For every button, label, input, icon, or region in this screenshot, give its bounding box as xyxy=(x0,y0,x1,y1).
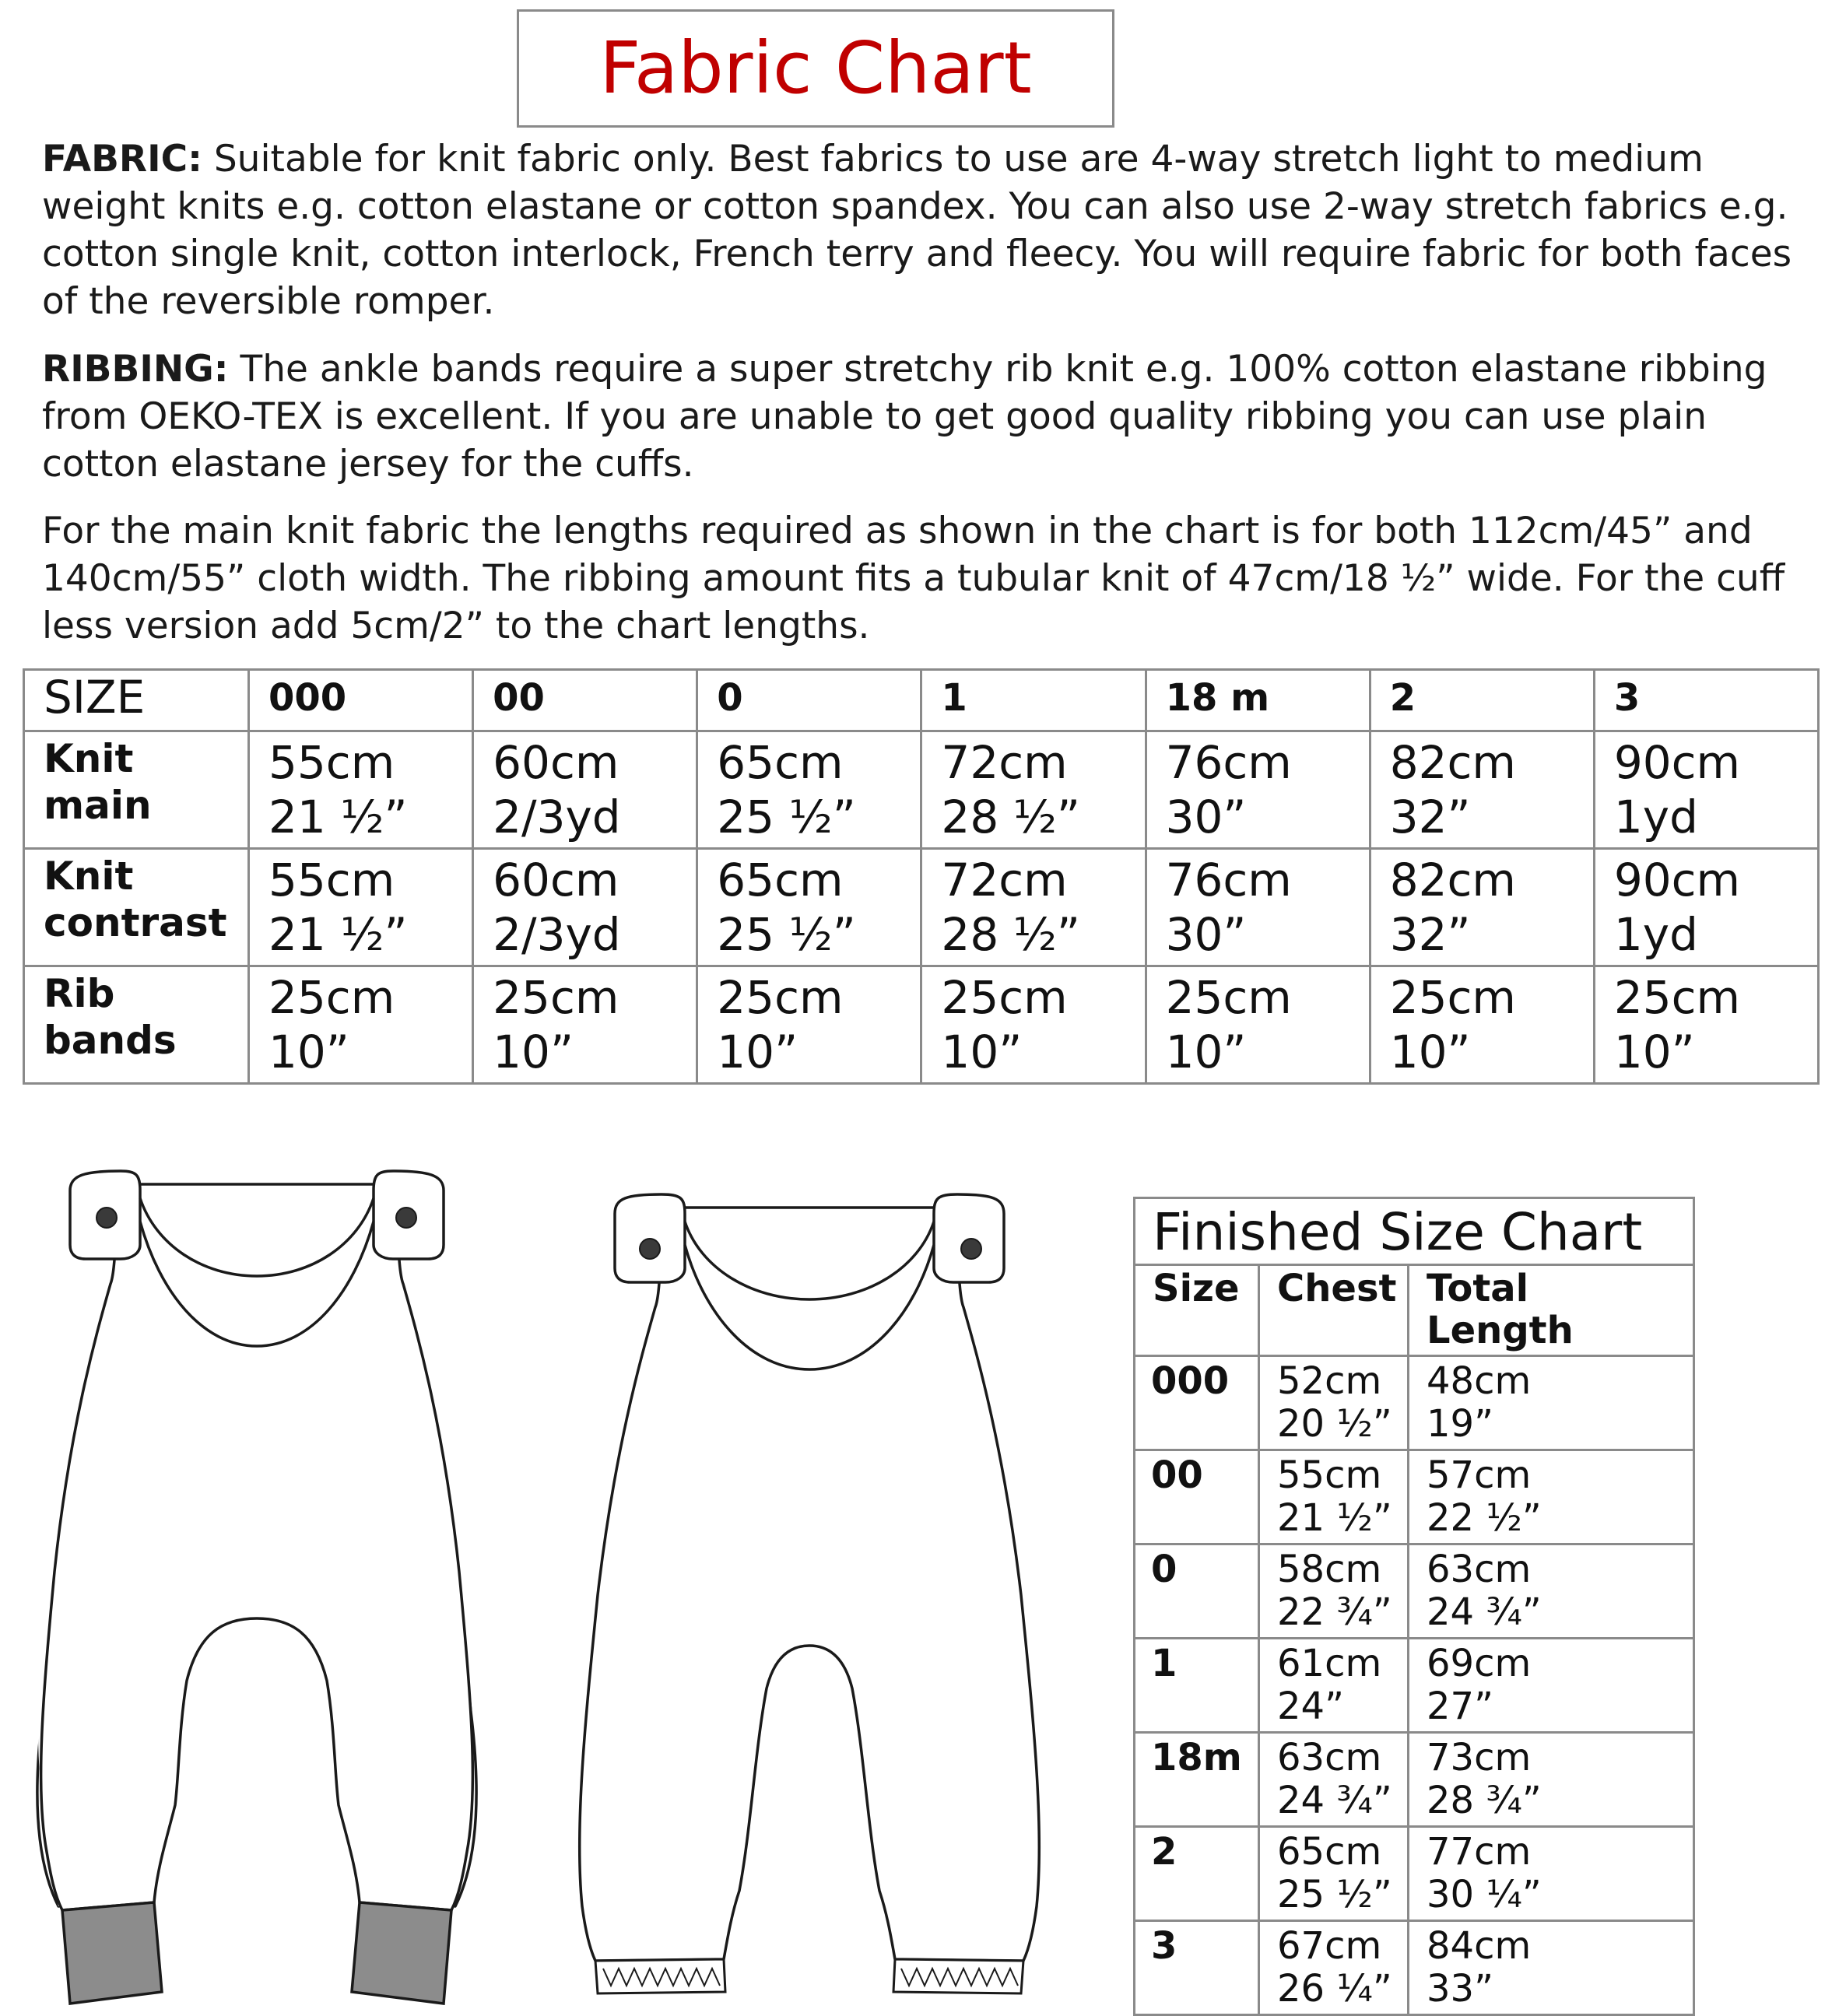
button-right-icon xyxy=(396,1208,416,1228)
metric-value: 25cm xyxy=(493,971,619,1024)
chest-metric: 65cm xyxy=(1277,1830,1382,1874)
length-cell xyxy=(1409,1827,1694,1921)
fabric-label: FABRIC: xyxy=(42,138,202,181)
fabric-amount-cell xyxy=(473,966,697,1084)
row-label xyxy=(24,731,249,849)
fabric-amount-cell xyxy=(1594,849,1818,966)
row-label-line: main xyxy=(44,783,152,828)
imperial-value: 30” xyxy=(1165,791,1247,843)
finished-size-table xyxy=(1133,1264,1695,2016)
chest-imperial: 24” xyxy=(1277,1685,1344,1728)
size-value: 000 xyxy=(1135,1356,1259,1450)
chest-metric: 63cm xyxy=(1277,1736,1382,1779)
finished-size-body xyxy=(1135,1356,1694,2015)
imperial-value: 25 ½” xyxy=(717,908,856,961)
title-box xyxy=(517,9,1114,128)
chest-cell xyxy=(1259,1639,1409,1733)
length-metric: 77cm xyxy=(1427,1830,1532,1874)
chest-column-header: Chest xyxy=(1259,1265,1409,1356)
size-value: 2 xyxy=(1135,1827,1259,1921)
length-imperial: 22 ½” xyxy=(1427,1496,1542,1540)
button-right-icon xyxy=(961,1239,981,1259)
size-col-header: 2 xyxy=(1370,670,1594,731)
fabric-amount-cell xyxy=(1146,731,1370,849)
finished-size-chart-title: Finished Size Chart xyxy=(1133,1197,1695,1264)
chest-imperial: 24 ¾” xyxy=(1277,1779,1392,1822)
finished-size-row xyxy=(1135,1639,1694,1733)
fabric-amount-cell xyxy=(697,966,921,1084)
imperial-value: 10” xyxy=(941,1026,1023,1078)
fabric-paragraph xyxy=(42,135,1824,325)
size-col-header: 18 m xyxy=(1146,670,1370,731)
imperial-value: 21 ½” xyxy=(268,908,408,961)
imperial-value: 30” xyxy=(1165,908,1247,961)
imperial-value: 32” xyxy=(1389,908,1471,961)
imperial-value: 21 ½” xyxy=(268,791,408,843)
fabric-amount-cell xyxy=(921,849,1146,966)
metric-value: 90cm xyxy=(1613,854,1741,906)
row-label-line: Knit xyxy=(44,736,134,781)
imperial-value: 10” xyxy=(1165,1026,1247,1078)
fabric-amount-cell xyxy=(249,849,473,966)
size-value: 00 xyxy=(1135,1450,1259,1544)
length-imperial: 28 ¾” xyxy=(1427,1779,1542,1822)
length-metric: 63cm xyxy=(1427,1548,1532,1591)
fabric-amount-cell xyxy=(921,731,1146,849)
chest-imperial: 22 ¾” xyxy=(1277,1590,1392,1634)
size-value: 18m xyxy=(1135,1733,1259,1827)
metric-value: 55cm xyxy=(268,854,395,906)
finished-size-row xyxy=(1135,1733,1694,1827)
metric-value: 60cm xyxy=(493,736,619,789)
imperial-value: 2/3yd xyxy=(493,791,621,843)
fabric-amount-cell xyxy=(1370,849,1594,966)
fabric-amount-cell xyxy=(697,849,921,966)
fabric-amount-cell xyxy=(1594,966,1818,1084)
cuff-right xyxy=(352,1902,451,2004)
ribbing-label: RIBBING: xyxy=(42,348,229,391)
page-title: Fabric Chart xyxy=(599,26,1032,110)
metric-value: 25cm xyxy=(1613,971,1741,1024)
metric-value: 72cm xyxy=(941,736,1068,789)
imperial-value: 2/3yd xyxy=(493,908,621,961)
size-col-header: 00 xyxy=(473,670,697,731)
metric-value: 60cm xyxy=(493,854,619,906)
row-label-line: Knit xyxy=(44,854,134,899)
finished-size-row xyxy=(1135,1450,1694,1544)
length-imperial: 33” xyxy=(1427,1967,1493,2011)
chest-imperial: 21 ½” xyxy=(1277,1496,1392,1540)
length-imperial: 27” xyxy=(1427,1685,1493,1728)
fabric-table xyxy=(23,668,1820,1085)
romper-illustration-cuffed xyxy=(23,1167,490,2007)
metric-value: 25cm xyxy=(1165,971,1292,1024)
length-metric: 69cm xyxy=(1427,1642,1532,1685)
length-metric: 48cm xyxy=(1427,1359,1532,1403)
fabric-amount-cell xyxy=(249,966,473,1084)
fabric-text: Suitable for knit fabric only. Best fabrics to use are 4-way stretch light to medium weight knits e.g. cotton elastane or cotton spandex. You can also use 2-way stretch fabrics e.g. cotton single knit, cotton interlock, French terry and fleecy. You will require fabric for both faces of the reversible romper. xyxy=(42,138,1792,323)
imperial-value: 28 ½” xyxy=(941,791,1080,843)
length-cell xyxy=(1409,1921,1694,2015)
length-imperial: 30 ¼” xyxy=(1427,1873,1542,1916)
finished-size-chart xyxy=(1133,1197,1695,2016)
chest-metric: 61cm xyxy=(1277,1642,1382,1685)
fabric-amount-cell xyxy=(1370,731,1594,849)
fabric-amount-cell xyxy=(697,731,921,849)
length-metric: 57cm xyxy=(1427,1453,1532,1497)
finished-size-header-row xyxy=(1135,1265,1694,1356)
length-column-header: Total Length xyxy=(1409,1265,1694,1356)
size-value: 0 xyxy=(1135,1544,1259,1639)
fabric-table-header-row xyxy=(24,670,1819,731)
button-left-icon xyxy=(97,1208,117,1228)
finished-size-row xyxy=(1135,1356,1694,1450)
chest-cell xyxy=(1259,1921,1409,2015)
metric-value: 76cm xyxy=(1165,854,1292,906)
metric-value: 76cm xyxy=(1165,736,1292,789)
fabric-table-row xyxy=(24,966,1819,1084)
cuff-left xyxy=(62,1902,162,2004)
length-cell xyxy=(1409,1356,1694,1450)
size-value: 3 xyxy=(1135,1921,1259,2015)
imperial-value: 10” xyxy=(268,1026,349,1078)
fabric-amount-cell xyxy=(921,966,1146,1084)
size-header: SIZE xyxy=(24,670,249,731)
imperial-value: 32” xyxy=(1389,791,1471,843)
fabric-table-body xyxy=(24,731,1819,1084)
fabric-amount-cell xyxy=(1370,966,1594,1084)
metric-value: 82cm xyxy=(1389,854,1516,906)
imperial-value: 10” xyxy=(1389,1026,1471,1078)
size-col-header: 0 xyxy=(697,670,921,731)
finished-size-row xyxy=(1135,1544,1694,1639)
finished-size-row xyxy=(1135,1827,1694,1921)
fabric-amount-cell xyxy=(249,731,473,849)
imperial-value: 10” xyxy=(1613,1026,1695,1078)
chest-metric: 58cm xyxy=(1277,1548,1382,1591)
fabric-amount-cell xyxy=(1146,966,1370,1084)
length-imperial: 19” xyxy=(1427,1402,1493,1446)
metric-value: 55cm xyxy=(268,736,395,789)
romper-outline-main xyxy=(580,1208,1040,1961)
chest-cell xyxy=(1259,1733,1409,1827)
fabric-table-row xyxy=(24,731,1819,849)
ribbing-paragraph xyxy=(42,345,1824,488)
row-label xyxy=(24,849,249,966)
metric-value: 25cm xyxy=(1389,971,1516,1024)
fabric-amount-cell xyxy=(473,731,697,849)
metric-value: 82cm xyxy=(1389,736,1516,789)
size-col-header: 000 xyxy=(249,670,473,731)
metric-value: 65cm xyxy=(717,736,844,789)
chest-imperial: 26 ¼” xyxy=(1277,1967,1392,2011)
fabric-amount-cell xyxy=(473,849,697,966)
romper-illustration-cuffless xyxy=(560,1190,1058,2007)
chest-imperial: 25 ½” xyxy=(1277,1873,1392,1916)
chest-cell xyxy=(1259,1544,1409,1639)
fabric-amount-cell xyxy=(1146,849,1370,966)
chest-metric: 55cm xyxy=(1277,1453,1382,1497)
length-cell xyxy=(1409,1544,1694,1639)
size-value: 1 xyxy=(1135,1639,1259,1733)
chest-cell xyxy=(1259,1356,1409,1450)
imperial-value: 10” xyxy=(493,1026,574,1078)
metric-value: 25cm xyxy=(268,971,395,1024)
chest-metric: 67cm xyxy=(1277,1924,1382,1968)
widths-paragraph xyxy=(42,507,1824,650)
row-label-line: contrast xyxy=(44,900,227,945)
size-column-header: Size xyxy=(1135,1265,1259,1356)
romper-outline-main xyxy=(41,1184,473,1910)
length-imperial: 24 ¾” xyxy=(1427,1590,1542,1634)
metric-value: 25cm xyxy=(717,971,844,1024)
imperial-value: 10” xyxy=(717,1026,798,1078)
fabric-table-row xyxy=(24,849,1819,966)
ribbing-text: The ankle bands require a super stretchy rib knit e.g. 100% cotton elastane ribbing from OEKO-TEX is excellent. If you are unable to get good quality ribbing you can use plain cotton elastane jersey for the cuffs. xyxy=(42,348,1767,486)
chest-imperial: 20 ½” xyxy=(1277,1402,1392,1446)
finished-size-row xyxy=(1135,1921,1694,2015)
row-label-line: bands xyxy=(44,1018,177,1063)
length-metric: 73cm xyxy=(1427,1736,1532,1779)
row-label xyxy=(24,966,249,1084)
length-cell xyxy=(1409,1450,1694,1544)
fabric-amount-cell xyxy=(1594,731,1818,849)
imperial-value: 1yd xyxy=(1613,791,1698,843)
metric-value: 72cm xyxy=(941,854,1068,906)
imperial-value: 28 ½” xyxy=(941,908,1080,961)
button-left-icon xyxy=(640,1239,660,1259)
length-metric: 84cm xyxy=(1427,1924,1532,1968)
chest-cell xyxy=(1259,1450,1409,1544)
length-cell xyxy=(1409,1639,1694,1733)
metric-value: 25cm xyxy=(941,971,1068,1024)
row-label-line: Rib xyxy=(44,971,115,1016)
imperial-value: 1yd xyxy=(1613,908,1698,961)
chest-cell xyxy=(1259,1827,1409,1921)
metric-value: 65cm xyxy=(717,854,844,906)
size-col-header: 3 xyxy=(1594,670,1818,731)
widths-text: For the main knit fabric the lengths required as shown in the chart is for both 112cm/45” and 140cm/55” cloth width. The ribbing amount fits a tubular knit of 47cm/18 ½” wide. For the cuff less version add 5cm/2” to the chart lengths. xyxy=(42,510,1785,647)
length-cell xyxy=(1409,1733,1694,1827)
imperial-value: 25 ½” xyxy=(717,791,856,843)
size-col-header: 1 xyxy=(921,670,1146,731)
metric-value: 90cm xyxy=(1613,736,1741,789)
chest-metric: 52cm xyxy=(1277,1359,1382,1403)
